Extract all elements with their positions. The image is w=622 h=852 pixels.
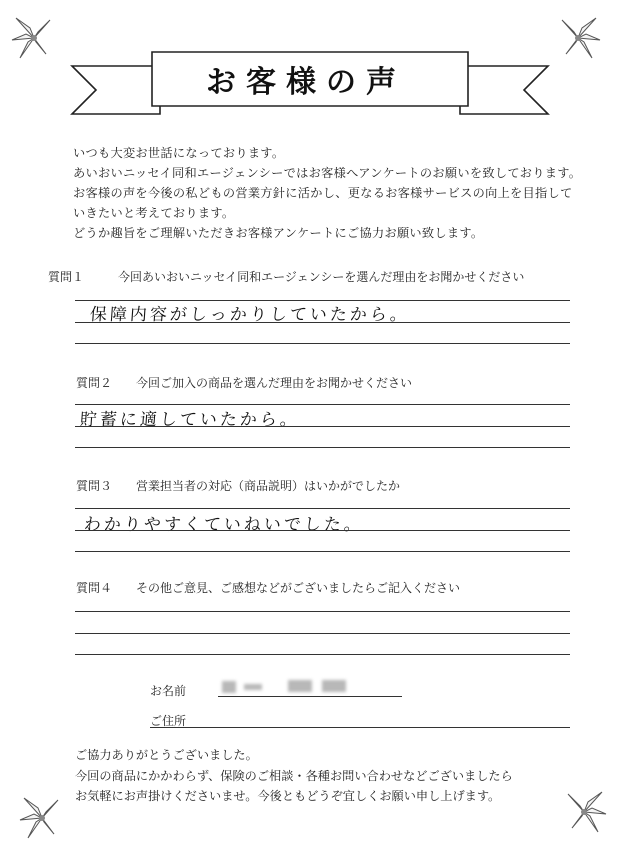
lily-flower-icon	[550, 10, 606, 66]
answer-line	[75, 654, 570, 655]
address-underline	[150, 727, 570, 728]
answer-line	[75, 633, 570, 634]
question-3-label: 質問３	[76, 479, 113, 493]
redacted-name	[288, 680, 312, 692]
intro-line: あいおいニッセイ同和エージェンシーではお客様へアンケートのお願いを致しております。	[73, 166, 582, 180]
intro-line: お客様の声を今後の私どもの営業方針に活かし、更なるお客様サービスの向上を目指して	[73, 186, 573, 200]
question-2-text: 今回ご加入の商品を選んだ理由をお聞かせください	[136, 376, 413, 390]
question-4-text: その他ご意見、ご感想などがございましたらご記入ください	[136, 581, 461, 595]
intro-line: いきたいと考えております。	[73, 206, 235, 220]
question-3-text: 営業担当者の対応（商品説明）はいかがでしたか	[136, 479, 401, 493]
answer-line	[75, 343, 570, 344]
question-1-answer: 保障内容がしっかりしていたから。	[89, 305, 411, 325]
answer-line	[75, 530, 570, 531]
answer-line	[75, 551, 570, 552]
question-4-label: 質問４	[76, 581, 113, 595]
intro-line: どうか趣旨をご理解いただきお客様アンケートにご協力お願い致します。	[73, 226, 484, 240]
question-1-label: 質問１	[48, 270, 85, 284]
intro-line: いつも大変お世話になっております。	[73, 146, 285, 160]
redacted-name	[244, 684, 262, 690]
answer-line	[75, 447, 570, 448]
question-3-answer: わかりやすくていねいでした。	[83, 515, 365, 535]
page-title: お客様の声	[206, 65, 406, 100]
answer-line	[75, 322, 570, 323]
closing-paragraph	[75, 745, 513, 807]
question-1-text: 今回あいおいニッセイ同和エージェンシーを選んだ理由をお聞かせください	[118, 270, 525, 284]
lily-flower-icon	[14, 790, 70, 846]
answer-line	[75, 611, 570, 612]
lily-flower-icon	[6, 10, 62, 66]
name-underline	[218, 696, 402, 697]
question-2-answer: 貯蓄に適していたから。	[79, 410, 301, 430]
answer-line	[75, 426, 570, 427]
redacted-name	[322, 680, 346, 692]
answer-line	[75, 300, 570, 301]
answer-line	[75, 508, 570, 509]
question-2-label: 質問２	[76, 376, 113, 390]
address-label: ご住所	[150, 714, 187, 728]
answer-line	[75, 404, 570, 405]
lily-flower-icon	[556, 784, 612, 840]
closing-line: 今回の商品にかかわらず、保険のご相談・各種お問い合わせなどございましたら	[75, 768, 513, 783]
closing-line: ご協力ありがとうございました。	[75, 748, 258, 762]
name-label: お名前	[150, 684, 187, 698]
intro-paragraph	[73, 143, 581, 243]
redacted-name	[222, 681, 236, 693]
closing-line: お気軽にお声掛けくださいませ。今後ともどうぞ宜しくお願い申し上げます。	[75, 789, 501, 803]
